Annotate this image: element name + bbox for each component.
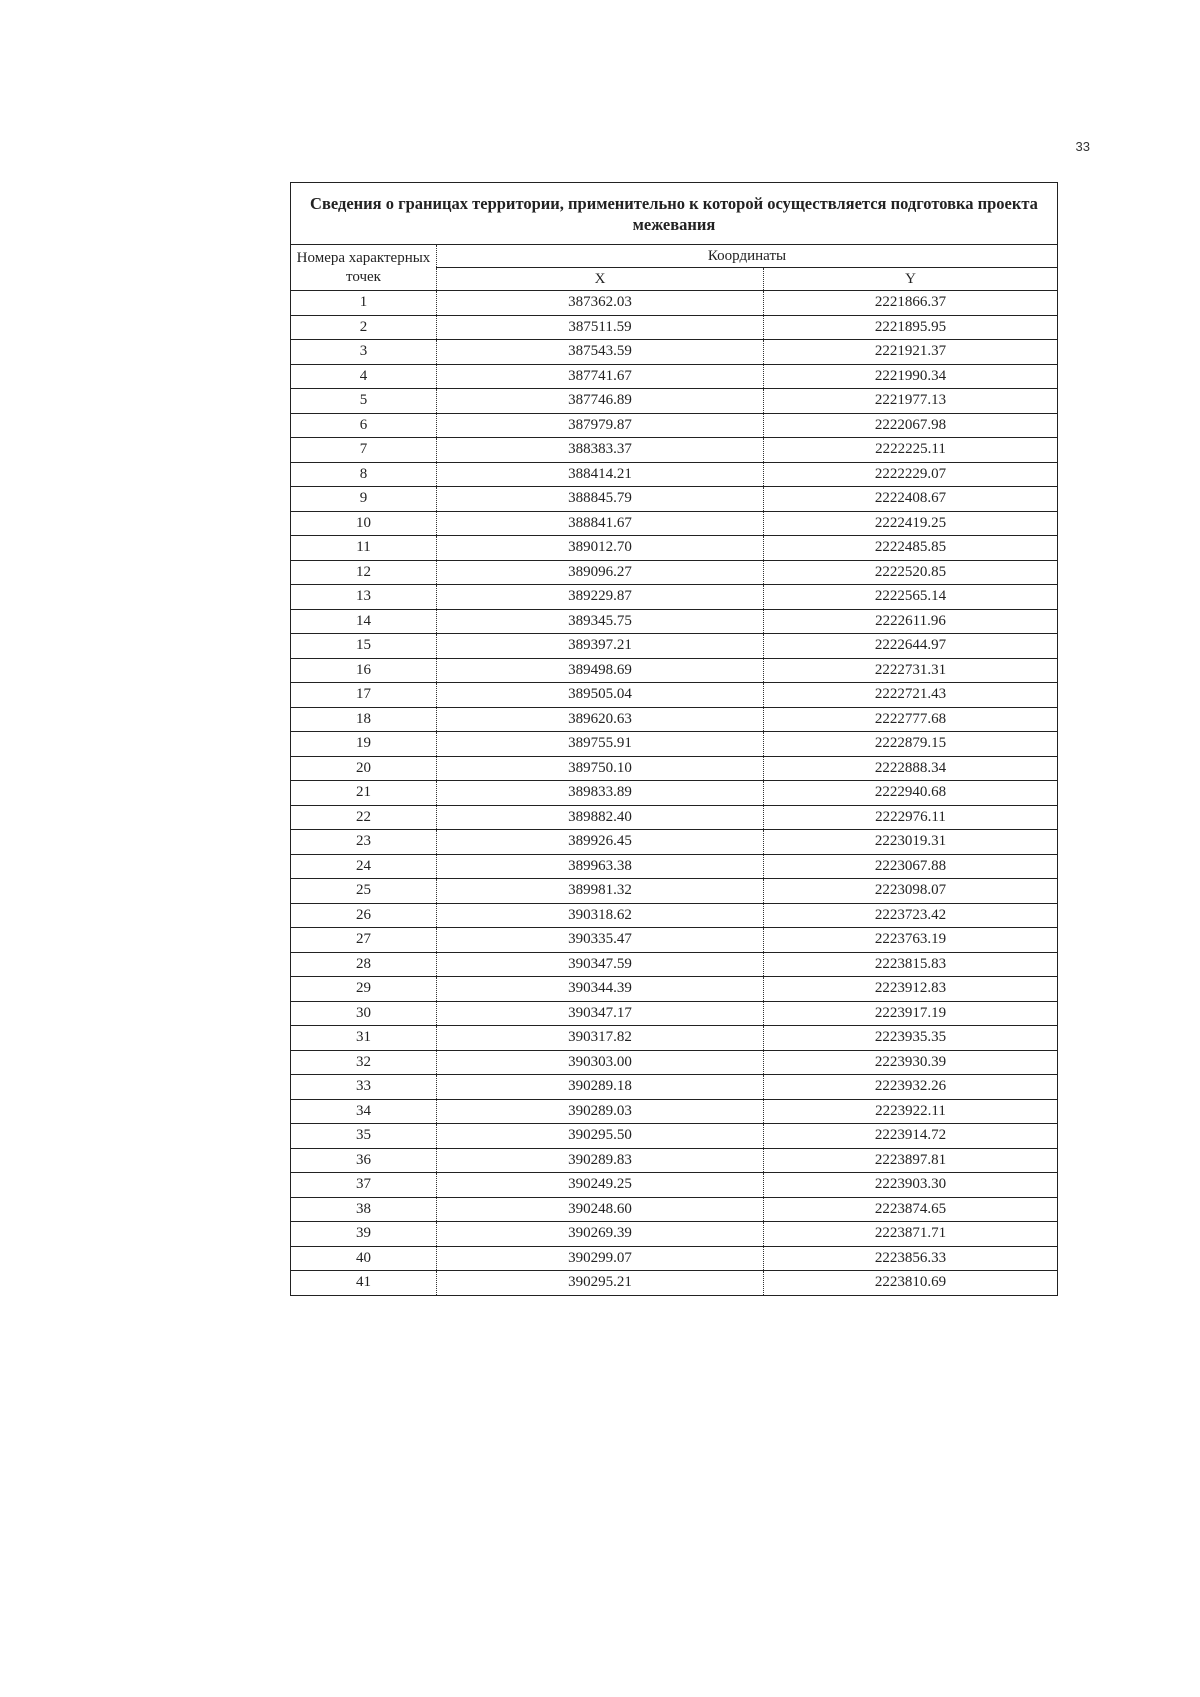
coord-x-cell: 388845.79: [437, 487, 764, 512]
point-number-cell: 12: [291, 560, 437, 585]
coord-x-cell: 389345.75: [437, 609, 764, 634]
table-row: [291, 1222, 1058, 1247]
table-row: [291, 879, 1058, 904]
table-row: [291, 707, 1058, 732]
table-row: [291, 781, 1058, 806]
point-number-cell: 23: [291, 830, 437, 855]
point-number-cell: 29: [291, 977, 437, 1002]
coord-x-cell: 388383.37: [437, 438, 764, 463]
coord-x-cell: 387746.89: [437, 389, 764, 414]
table-title: Сведения о границах территории, применительно к которой осуществляется подготовка проекта межевания: [291, 183, 1058, 245]
coord-x-cell: 389397.21: [437, 634, 764, 659]
point-number-cell: 10: [291, 511, 437, 536]
point-number-cell: 40: [291, 1246, 437, 1271]
table-row: [291, 560, 1058, 585]
coord-x-cell: 387741.67: [437, 364, 764, 389]
coord-x-cell: 390318.62: [437, 903, 764, 928]
coord-x-cell: 390248.60: [437, 1197, 764, 1222]
coord-x-cell: 388841.67: [437, 511, 764, 536]
coord-x-cell: 389505.04: [437, 683, 764, 708]
table-row: [291, 413, 1058, 438]
coord-y-cell: 2222225.11: [764, 438, 1058, 463]
point-number-cell: 32: [291, 1050, 437, 1075]
point-number-cell: 34: [291, 1099, 437, 1124]
coord-y-cell: 2223810.69: [764, 1271, 1058, 1296]
point-number-cell: 19: [291, 732, 437, 757]
coord-y-cell: 2222229.07: [764, 462, 1058, 487]
coord-x-cell: 388414.21: [437, 462, 764, 487]
point-number-cell: 3: [291, 340, 437, 365]
coord-x-cell: 387362.03: [437, 291, 764, 316]
point-number-cell: 20: [291, 756, 437, 781]
point-number-cell: 6: [291, 413, 437, 438]
coord-y-cell: 2223019.31: [764, 830, 1058, 855]
coord-x-cell: 390249.25: [437, 1173, 764, 1198]
coord-y-cell: 2222888.34: [764, 756, 1058, 781]
coord-x-cell: 389750.10: [437, 756, 764, 781]
table-row: [291, 511, 1058, 536]
table-row: [291, 1246, 1058, 1271]
coord-y-cell: 2223897.81: [764, 1148, 1058, 1173]
coord-x-cell: 390269.39: [437, 1222, 764, 1247]
coord-x-cell: 389963.38: [437, 854, 764, 879]
coord-x-cell: 390347.17: [437, 1001, 764, 1026]
point-number-cell: 18: [291, 707, 437, 732]
table-row: [291, 977, 1058, 1002]
coord-x-cell: 389620.63: [437, 707, 764, 732]
coord-y-cell: 2221921.37: [764, 340, 1058, 365]
point-number-cell: 31: [291, 1026, 437, 1051]
header-coordinates: Координаты: [437, 245, 1058, 268]
point-number-cell: 14: [291, 609, 437, 634]
point-number-cell: 9: [291, 487, 437, 512]
coord-y-cell: 2223098.07: [764, 879, 1058, 904]
table-row: [291, 609, 1058, 634]
coord-x-cell: 390335.47: [437, 928, 764, 953]
table-row: [291, 1026, 1058, 1051]
coord-y-cell: 2223912.83: [764, 977, 1058, 1002]
point-number-cell: 33: [291, 1075, 437, 1100]
table-row: [291, 291, 1058, 316]
table-header-row: [291, 245, 1058, 268]
point-number-cell: 30: [291, 1001, 437, 1026]
point-number-cell: 25: [291, 879, 437, 904]
header-x: X: [437, 268, 764, 291]
coord-x-cell: 389229.87: [437, 585, 764, 610]
table-row: [291, 756, 1058, 781]
coord-x-cell: 390289.03: [437, 1099, 764, 1124]
table-row: [291, 952, 1058, 977]
point-number-cell: 7: [291, 438, 437, 463]
coord-x-cell: 389755.91: [437, 732, 764, 757]
coord-x-cell: 389498.69: [437, 658, 764, 683]
coord-y-cell: 2222565.14: [764, 585, 1058, 610]
point-number-cell: 15: [291, 634, 437, 659]
point-number-cell: 38: [291, 1197, 437, 1222]
coord-y-cell: 2223922.11: [764, 1099, 1058, 1124]
point-number-cell: 22: [291, 805, 437, 830]
coord-x-cell: 387543.59: [437, 340, 764, 365]
coord-y-cell: 2222644.97: [764, 634, 1058, 659]
table-row: [291, 830, 1058, 855]
point-number-cell: 35: [291, 1124, 437, 1149]
coord-y-cell: 2223932.26: [764, 1075, 1058, 1100]
coord-y-cell: 2223914.72: [764, 1124, 1058, 1149]
table-row: [291, 585, 1058, 610]
table-row: [291, 340, 1058, 365]
table-row: [291, 1075, 1058, 1100]
coord-y-cell: 2222940.68: [764, 781, 1058, 806]
coord-x-cell: 390317.82: [437, 1026, 764, 1051]
point-number-cell: 21: [291, 781, 437, 806]
coord-x-cell: 387979.87: [437, 413, 764, 438]
point-number-cell: 13: [291, 585, 437, 610]
table-row: [291, 1001, 1058, 1026]
coord-y-cell: 2222419.25: [764, 511, 1058, 536]
point-number-cell: 17: [291, 683, 437, 708]
coord-y-cell: 2223871.71: [764, 1222, 1058, 1247]
point-number-cell: 28: [291, 952, 437, 977]
coord-x-cell: 390347.59: [437, 952, 764, 977]
coord-y-cell: 2223815.83: [764, 952, 1058, 977]
point-number-cell: 27: [291, 928, 437, 953]
coord-x-cell: 390289.83: [437, 1148, 764, 1173]
coord-x-cell: 389981.32: [437, 879, 764, 904]
coord-y-cell: 2221895.95: [764, 315, 1058, 340]
table-row: [291, 683, 1058, 708]
table-row: [291, 1124, 1058, 1149]
coord-y-cell: 2223930.39: [764, 1050, 1058, 1075]
point-number-cell: 11: [291, 536, 437, 561]
table-row: [291, 1050, 1058, 1075]
coord-x-cell: 389882.40: [437, 805, 764, 830]
coord-y-cell: 2223723.42: [764, 903, 1058, 928]
table-row: [291, 634, 1058, 659]
coord-x-cell: 387511.59: [437, 315, 764, 340]
coord-y-cell: 2221977.13: [764, 389, 1058, 414]
point-number-cell: 2: [291, 315, 437, 340]
coord-x-cell: 389096.27: [437, 560, 764, 585]
coord-y-cell: 2223067.88: [764, 854, 1058, 879]
coord-y-cell: 2222611.96: [764, 609, 1058, 634]
coord-y-cell: 2222408.67: [764, 487, 1058, 512]
coord-x-cell: 390303.00: [437, 1050, 764, 1075]
page-number: 33: [1075, 139, 1090, 154]
table-row: [291, 903, 1058, 928]
coord-y-cell: 2223856.33: [764, 1246, 1058, 1271]
point-number-cell: 4: [291, 364, 437, 389]
point-number-cell: 39: [291, 1222, 437, 1247]
coord-y-cell: 2222879.15: [764, 732, 1058, 757]
table-row: [291, 854, 1058, 879]
table-row: [291, 1271, 1058, 1296]
point-number-cell: 36: [291, 1148, 437, 1173]
table-row: [291, 1173, 1058, 1198]
coord-y-cell: 2222485.85: [764, 536, 1058, 561]
coord-y-cell: 2221990.34: [764, 364, 1058, 389]
point-number-cell: 41: [291, 1271, 437, 1296]
boundary-coordinates-table: [290, 182, 1058, 1296]
coord-y-cell: 2222777.68: [764, 707, 1058, 732]
coord-x-cell: 390344.39: [437, 977, 764, 1002]
coord-y-cell: 2222976.11: [764, 805, 1058, 830]
coord-x-cell: 390289.18: [437, 1075, 764, 1100]
coord-y-cell: 2223935.35: [764, 1026, 1058, 1051]
coord-y-cell: 2223874.65: [764, 1197, 1058, 1222]
table-row: [291, 364, 1058, 389]
table-row: [291, 928, 1058, 953]
point-number-cell: 37: [291, 1173, 437, 1198]
header-y: Y: [764, 268, 1058, 291]
coord-y-cell: 2223917.19: [764, 1001, 1058, 1026]
point-number-cell: 16: [291, 658, 437, 683]
coord-x-cell: 390295.21: [437, 1271, 764, 1296]
coord-y-cell: 2222520.85: [764, 560, 1058, 585]
table-row: [291, 1197, 1058, 1222]
coord-x-cell: 389833.89: [437, 781, 764, 806]
table-row: [291, 487, 1058, 512]
coord-y-cell: 2223763.19: [764, 928, 1058, 953]
coord-x-cell: 389012.70: [437, 536, 764, 561]
coord-x-cell: 389926.45: [437, 830, 764, 855]
coord-y-cell: 2223903.30: [764, 1173, 1058, 1198]
point-number-cell: 8: [291, 462, 437, 487]
table-row: [291, 462, 1058, 487]
table-row: [291, 389, 1058, 414]
table-row: [291, 1099, 1058, 1124]
table-row: [291, 438, 1058, 463]
point-number-cell: 26: [291, 903, 437, 928]
coord-x-cell: 390299.07: [437, 1246, 764, 1271]
header-points-number: Номера характерных точек: [291, 245, 437, 291]
coord-y-cell: 2222731.31: [764, 658, 1058, 683]
table-row: [291, 805, 1058, 830]
coord-x-cell: 390295.50: [437, 1124, 764, 1149]
point-number-cell: 1: [291, 291, 437, 316]
table-title-row: [291, 183, 1058, 245]
coord-y-cell: 2222067.98: [764, 413, 1058, 438]
point-number-cell: 24: [291, 854, 437, 879]
coord-y-cell: 2221866.37: [764, 291, 1058, 316]
table-row: [291, 732, 1058, 757]
point-number-cell: 5: [291, 389, 437, 414]
table-row: [291, 1148, 1058, 1173]
table-row: [291, 536, 1058, 561]
coord-y-cell: 2222721.43: [764, 683, 1058, 708]
table-row: [291, 658, 1058, 683]
table-row: [291, 315, 1058, 340]
